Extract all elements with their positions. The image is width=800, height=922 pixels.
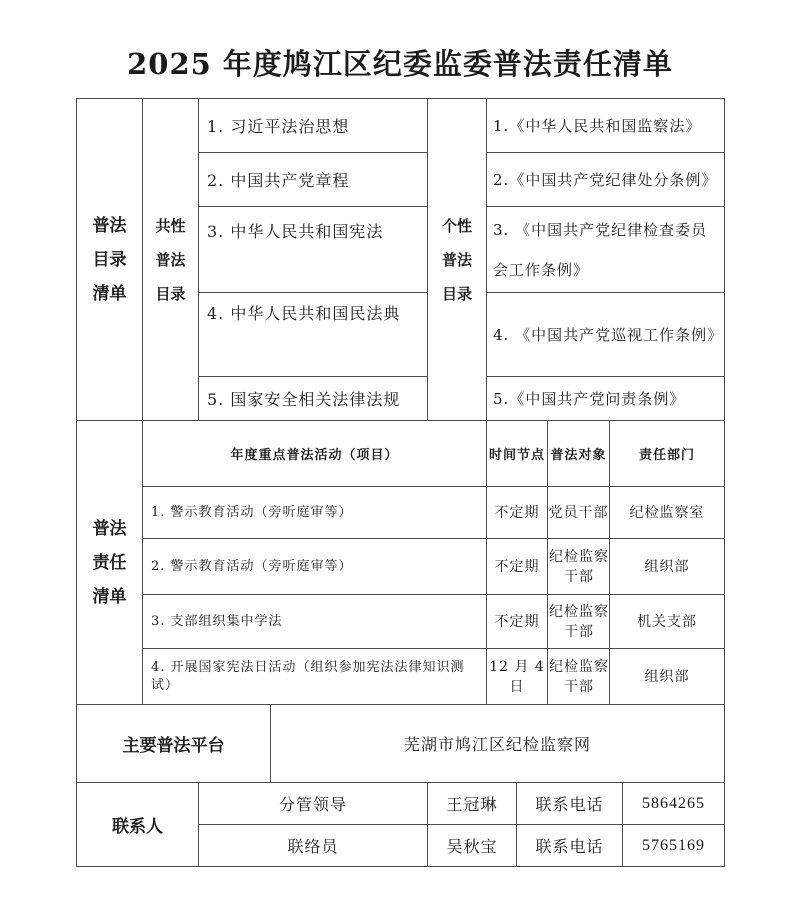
activity-cell: 4. 开展国家宪法日活动（组织参加宪法法律知识测试） — [143, 649, 487, 705]
table-row — [77, 595, 725, 649]
platform-label: 主要普法平台 — [77, 705, 271, 783]
header-target: 普法对象 — [548, 421, 610, 487]
contact-label: 联系人 — [77, 783, 199, 867]
table-row — [77, 539, 725, 595]
activity-cell: 3. 支部组织集中学法 — [143, 595, 487, 649]
responsibility-section-label: 普法责任清单 — [77, 421, 143, 705]
common-directory-label: 共性普法目录 — [143, 99, 199, 421]
common-law-item: 4. 中华人民共和国民法典 — [199, 293, 428, 377]
target-cell: 纪检监察干部 — [548, 595, 610, 649]
individual-directory-label: 个性普法目录 — [428, 99, 487, 421]
page-title: 2025 年度鸠江区纪委监委普法责任清单 — [127, 47, 673, 81]
header-activity: 年度重点普法活动（项目） — [143, 421, 487, 487]
individual-law-item: 3. 《中国共产党纪律检查委员会工作条例》 — [487, 207, 725, 293]
contact-name: 王冠琳 — [428, 783, 517, 825]
header-dept: 责任部门 — [610, 421, 725, 487]
contact-row — [77, 783, 725, 825]
dept-cell: 机关支部 — [610, 595, 725, 649]
time-cell: 不定期 — [487, 595, 548, 649]
contact-role: 分管领导 — [199, 783, 428, 825]
individual-law-item: 2.《中国共产党纪律处分条例》 — [487, 153, 725, 207]
time-cell: 不定期 — [487, 487, 548, 539]
platform-value: 芜湖市鸠江区纪检监察网 — [271, 705, 725, 783]
dept-cell: 组织部 — [610, 649, 725, 705]
dept-cell: 纪检监察室 — [610, 487, 725, 539]
activity-cell: 1. 警示教育活动（旁听庭审等） — [143, 487, 487, 539]
common-law-item: 5. 国家安全相关法律法规 — [199, 377, 428, 421]
target-cell: 党员干部 — [548, 487, 610, 539]
contact-phone: 5765169 — [623, 825, 725, 867]
target-cell: 纪检监察干部 — [548, 649, 610, 705]
contact-name: 吴秋宝 — [428, 825, 517, 867]
contact-phone-label: 联系电话 — [517, 783, 623, 825]
responsibility-table — [76, 98, 725, 867]
individual-law-item: 5.《中国共产党问责条例》 — [487, 377, 725, 421]
individual-law-item: 1.《中华人民共和国监察法》 — [487, 99, 725, 153]
table-row — [77, 487, 725, 539]
dept-cell: 组织部 — [610, 539, 725, 595]
contact-phone: 5864265 — [623, 783, 725, 825]
common-law-item: 1. 习近平法治思想 — [199, 99, 428, 153]
table-row — [77, 649, 725, 705]
time-cell: 12 月 4 日 — [487, 649, 548, 705]
common-law-item: 2. 中国共产党章程 — [199, 153, 428, 207]
time-cell: 不定期 — [487, 539, 548, 595]
header-time: 时间节点 — [487, 421, 548, 487]
individual-law-item: 4. 《中国共产党巡视工作条例》 — [487, 293, 725, 377]
contact-phone-label: 联系电话 — [517, 825, 623, 867]
target-cell: 纪检监察干部 — [548, 539, 610, 595]
contact-role: 联络员 — [199, 825, 428, 867]
directory-section-label: 普法目录清单 — [77, 99, 143, 421]
activity-cell: 2. 警示教育活动（旁听庭审等） — [143, 539, 487, 595]
common-law-item: 3. 中华人民共和国宪法 — [199, 207, 428, 293]
